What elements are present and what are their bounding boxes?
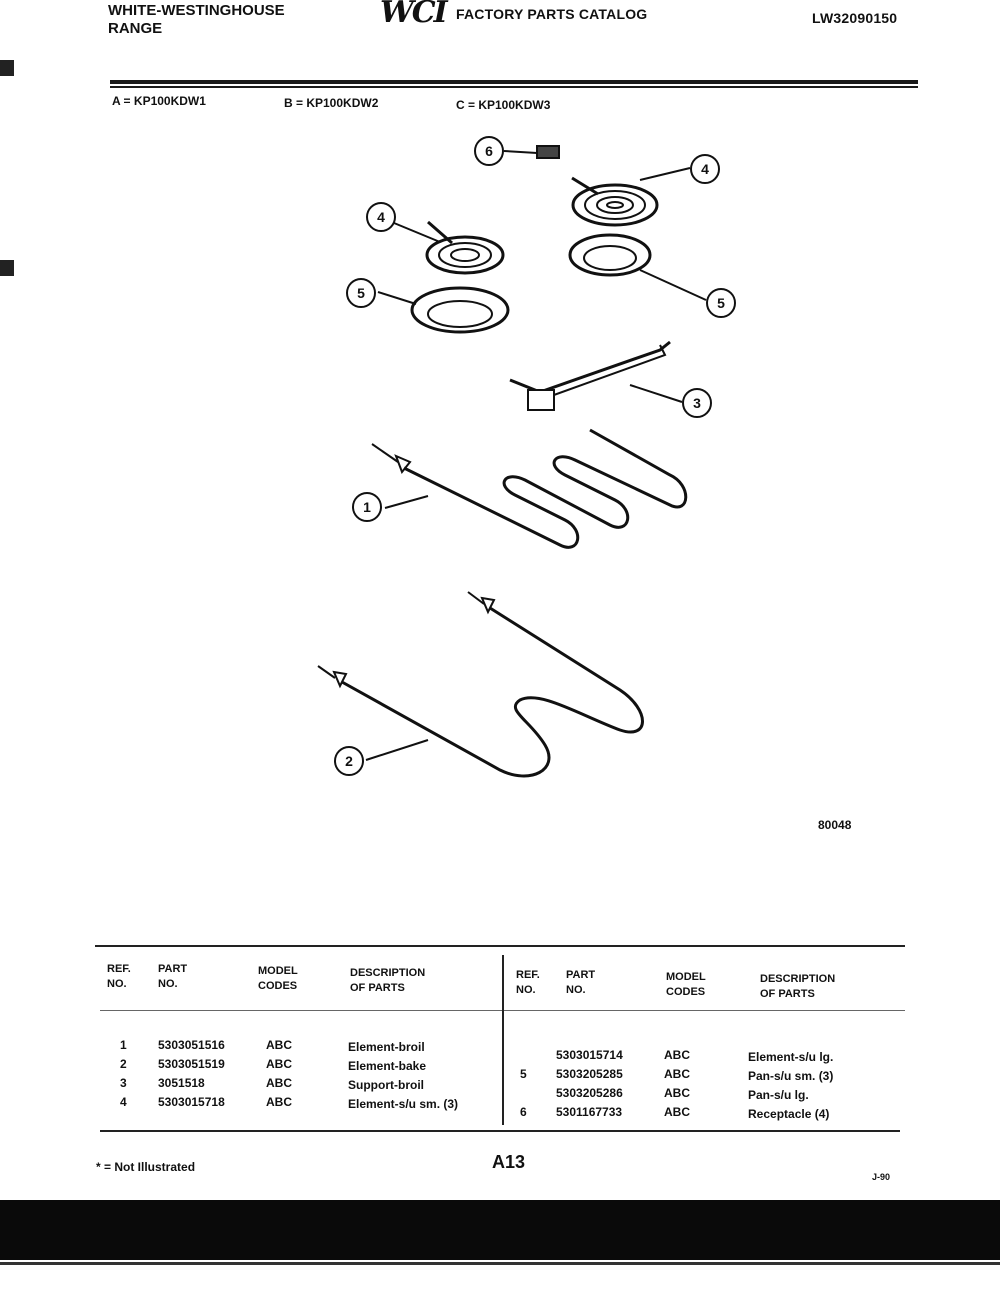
right-header-part <box>566 968 595 998</box>
drip-pan-small <box>378 288 508 332</box>
header-part-line1: PART <box>566 969 596 981</box>
model-code-c: C = KP100KDW3 <box>456 98 551 112</box>
part-cell: 5301167733 <box>556 1105 623 1119</box>
ref-cell: 6 <box>520 1105 527 1119</box>
model-code-b: B = KP100KDW2 <box>284 96 379 110</box>
ref-cell <box>520 1046 527 1065</box>
left-header-ref <box>107 962 131 992</box>
table-top-rule <box>95 945 905 947</box>
table-column-divider <box>502 955 504 1125</box>
desc-cell: Support-broil <box>348 1078 424 1092</box>
page-number: A13 <box>492 1152 526 1172</box>
wci-logo: WCI <box>380 0 446 30</box>
codes-cell: ABC <box>266 1057 292 1071</box>
surface-element-large <box>572 168 690 225</box>
desc-cell: Element-broil <box>348 1040 425 1054</box>
product-type: RANGE <box>108 20 163 37</box>
part-cell: 5303205285 <box>556 1067 623 1081</box>
codes-cell: ABC <box>266 1095 292 1109</box>
table-bottom-rule <box>100 1130 900 1132</box>
callout-6: 6 <box>474 136 504 166</box>
desc-cell: Element-s/u lg. <box>748 1050 834 1064</box>
ref-cell: 3 <box>120 1076 127 1090</box>
desc-cell: Pan-s/u sm. (3) <box>748 1069 834 1083</box>
callout-2: 2 <box>334 746 364 776</box>
header-model-line2: CODES <box>258 980 298 992</box>
right-header-model <box>666 970 706 1000</box>
header-desc-line2: OF PARTS <box>760 988 815 1000</box>
part-cell: 3051518 <box>158 1076 205 1090</box>
header-desc-line2: OF PARTS <box>350 982 405 994</box>
receptacle-part <box>504 146 559 158</box>
desc-cell: Receptacle (4) <box>748 1107 830 1121</box>
diagram-id: 80048 <box>818 818 852 832</box>
model-code-a: A = KP100KDW1 <box>112 94 206 108</box>
header-model-line1: MODEL <box>258 965 298 977</box>
header-ref-line2: NO. <box>516 984 536 996</box>
header-ref-line1: REF. <box>107 963 131 975</box>
header-model-line1: MODEL <box>666 971 706 983</box>
callout-1: 1 <box>352 492 382 522</box>
right-header-desc <box>760 972 835 1002</box>
drip-pan-large <box>570 235 706 300</box>
scan-edge-band <box>0 1200 1000 1260</box>
codes-cell: ABC <box>664 1086 690 1100</box>
part-cell: 5303051519 <box>158 1057 225 1071</box>
right-header-ref <box>516 968 540 998</box>
callout-3: 3 <box>682 388 712 418</box>
codes-cell: ABC <box>266 1038 292 1052</box>
desc-cell: Element-bake <box>348 1059 427 1073</box>
ref-cell <box>520 1084 527 1103</box>
codes-cell: ABC <box>664 1048 690 1062</box>
left-header-part <box>158 962 187 992</box>
header-ref-line2: NO. <box>107 978 127 990</box>
scan-edge-line <box>0 1262 1000 1265</box>
callout-5-left: 5 <box>346 278 376 308</box>
header-part-line2: NO. <box>158 978 178 990</box>
left-header-desc <box>350 966 425 996</box>
part-cell: 5303015714 <box>556 1048 623 1062</box>
left-desc-column <box>348 1038 458 1114</box>
codes-cell: ABC <box>664 1067 690 1081</box>
right-part-column <box>556 1046 623 1122</box>
broil-element <box>372 430 686 547</box>
left-header-model <box>258 964 298 994</box>
ref-cell: 1 <box>120 1038 127 1052</box>
part-cell: 5303015718 <box>158 1095 225 1109</box>
header-part-line2: NO. <box>566 984 586 996</box>
ref-cell: 2 <box>120 1057 127 1071</box>
brand-name: WHITE-WESTINGHOUSE <box>108 2 285 19</box>
broil-support <box>510 342 682 410</box>
right-codes-column <box>664 1046 690 1122</box>
left-codes-column <box>266 1036 292 1112</box>
callout-4-left: 4 <box>366 202 396 232</box>
callout-5-right: 5 <box>706 288 736 318</box>
header-ref-line1: REF. <box>516 969 540 981</box>
desc-cell: Element-s/u sm. (3) <box>348 1097 459 1111</box>
left-ref-column <box>120 1036 127 1112</box>
header-desc-line1: DESCRIPTION <box>760 973 836 985</box>
codes-cell: ABC <box>266 1076 292 1090</box>
bake-element <box>318 592 643 776</box>
header-part-line1: PART <box>158 963 188 975</box>
header-model-line2: CODES <box>666 986 706 998</box>
callout-4-right: 4 <box>690 154 720 184</box>
desc-cell: Pan-s/u lg. <box>748 1088 809 1102</box>
catalog-code: LW32090150 <box>812 10 898 26</box>
ref-cell: 5 <box>520 1067 527 1081</box>
surface-element-small <box>394 222 503 273</box>
revision-code: J-90 <box>872 1172 891 1182</box>
ref-cell: 4 <box>120 1095 127 1109</box>
header-desc-line1: DESCRIPTION <box>350 967 426 979</box>
left-part-column <box>158 1036 225 1112</box>
codes-cell: ABC <box>664 1105 690 1119</box>
part-cell: 5303205286 <box>556 1086 623 1100</box>
part-cell: 5303051516 <box>158 1038 225 1052</box>
not-illustrated-note: * = Not Illustrated <box>96 1160 196 1174</box>
catalog-title: FACTORY PARTS CATALOG <box>456 6 648 22</box>
right-ref-column <box>520 1046 527 1122</box>
right-desc-column <box>748 1048 833 1124</box>
